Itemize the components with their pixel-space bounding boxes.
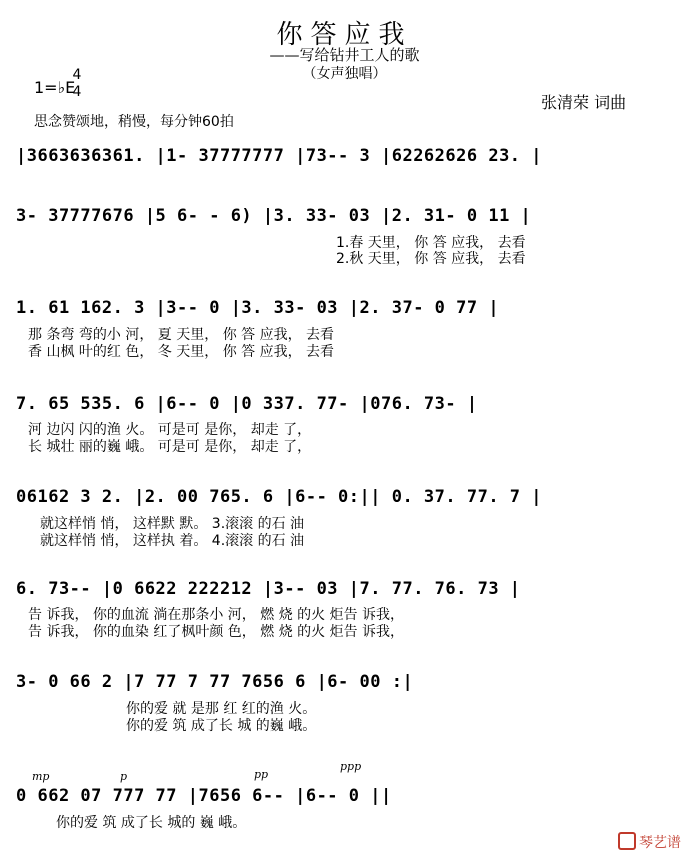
logo-text: 琴艺谱: [639, 835, 681, 851]
lyrics-line-4-verse-1: 河 边闪 闪的渔 火。 可是可 是你， 却走 了，: [28, 422, 312, 438]
lyrics-line-7-verse-2: 你的爱 筑 成了长 城 的巍 峨。: [126, 718, 317, 734]
lyrics-line-5-verse-1: 就这样悄 悄， 这样默 默。 3.滚滚 的石 油: [40, 516, 305, 532]
score-line-7: 3- 0 66 2 |7 77 7 77 7656 6 |6- 00 :|: [16, 672, 414, 692]
lyrics-line-6-verse-2: 告 诉我， 你的血染 红了枫叶颜 色， 燃 烧 的火 炬告 诉我，: [28, 624, 405, 640]
lyrics-line-8: 你的爱 筑 成了长 城的 巍 峨。: [56, 815, 247, 831]
lyrics-line-3-verse-2: 香 山枫 叶的红 色， 冬 天里， 你 答 应我， 去看: [28, 344, 335, 360]
lyrics-line-2-verse-2: 2.秋 天里， 你 答 应我， 去看: [336, 251, 526, 267]
meter-top: 4: [72, 67, 82, 83]
key-signature: 1=♭E: [34, 78, 76, 97]
piano-logo-icon: [618, 832, 636, 850]
score-line-3: 1. 61 162. 3 |3-- 0 |3. 33- 03 |2. 37- 0 77 |: [16, 298, 500, 318]
performance-note: （女声独唱）: [302, 66, 387, 82]
score-line-6: 6. 73-- |0 6622 222212 |3-- 03 |7. 77. 76. 73 |: [16, 579, 521, 599]
dynamic-p: p: [120, 770, 128, 783]
score-line-1: |3663636361. |1- 37777777 |73-- 3 |62262626 23. |: [16, 146, 543, 166]
score-line-4: 7. 65 535. 6 |6-- 0 |0 337. 77- |076. 73- |: [16, 394, 478, 414]
site-logo: [618, 832, 681, 852]
time-signature: [70, 67, 84, 101]
score-line-2: 3- 37777676 |5 6- - 6) |3. 33- 03 |2. 31- 0 11 |: [16, 206, 532, 226]
lyrics-line-6-verse-1: 告 诉我， 你的血流 淌在那条小 河， 燃 烧 的火 炬告 诉我，: [28, 607, 405, 623]
tempo-marking: 思念赞颂地，稍慢，每分钟60拍: [34, 114, 234, 130]
song-title: 你答应我: [276, 20, 413, 50]
lyrics-line-7-verse-1: 你的爱 就 是那 红 红的渔 火。: [126, 701, 317, 717]
author-credit: 张清荣 词曲: [541, 93, 627, 112]
lyrics-line-2-verse-1: 1.春 天里， 你 答 应我， 去看: [336, 235, 526, 251]
lyrics-line-4-verse-2: 长 城壮 丽的巍 峨。 可是可 是你， 却走 了，: [28, 439, 312, 455]
dynamic-ppp: ppp: [340, 760, 362, 773]
score-line-5: 06162 3 2. |2. 00 765. 6 |6-- 0:|| 0. 37. 77. 7 |: [16, 487, 543, 507]
song-subtitle: ——写给钻井工人的歌: [269, 46, 420, 64]
lyrics-line-3-verse-1: 那 条弯 弯的小 河， 夏 天里， 你 答 应我， 去看: [28, 327, 335, 343]
score-line-8: 0 662 07 777 77 |7656 6-- |6-- 0 ||: [16, 786, 392, 806]
dynamic-mp: mp: [32, 770, 50, 783]
dynamic-pp: pp: [254, 768, 269, 781]
lyrics-line-5-verse-2: 就这样悄 悄， 这样执 着。 4.滚滚 的石 油: [40, 533, 305, 549]
meter-bottom: 4: [72, 84, 82, 100]
